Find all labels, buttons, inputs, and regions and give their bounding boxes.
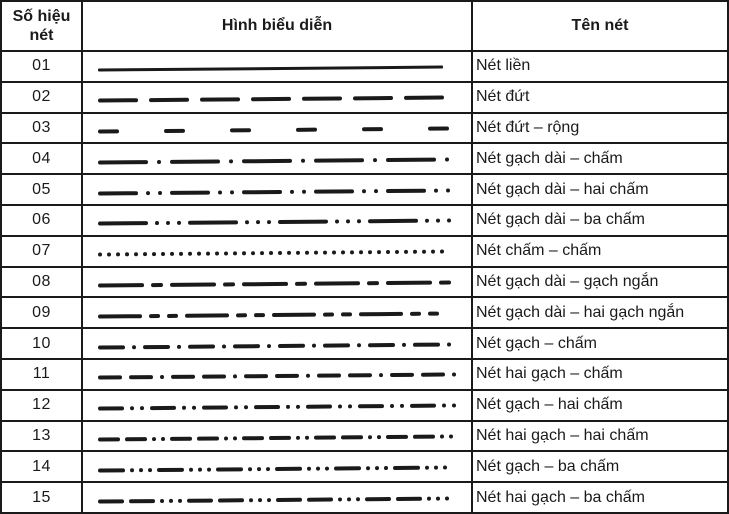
pattern-dot bbox=[305, 436, 309, 440]
pattern-dot bbox=[325, 466, 329, 470]
pattern-dot bbox=[244, 405, 248, 409]
pattern-dot bbox=[356, 497, 360, 501]
pattern-dot bbox=[182, 406, 186, 410]
pattern-dot bbox=[447, 219, 451, 223]
pattern-dot bbox=[251, 251, 255, 255]
pattern-dash bbox=[254, 313, 265, 317]
pattern-dash bbox=[167, 314, 178, 318]
line-pattern bbox=[98, 126, 456, 133]
pattern-dot bbox=[224, 252, 228, 256]
pattern-dash bbox=[386, 281, 432, 285]
pattern-dot bbox=[402, 342, 406, 346]
line-name-cell: Nét gạch – ba chấm bbox=[473, 452, 729, 483]
pattern-dash bbox=[317, 374, 341, 378]
pattern-dash bbox=[98, 345, 125, 349]
line-pattern bbox=[98, 250, 456, 257]
pattern-dot bbox=[146, 191, 150, 195]
pattern-dash bbox=[278, 220, 328, 224]
line-pattern bbox=[98, 434, 456, 441]
pattern-dash bbox=[396, 496, 422, 500]
pattern-dot bbox=[373, 158, 377, 162]
pattern-dot bbox=[189, 468, 193, 472]
pattern-dash bbox=[410, 404, 436, 408]
pattern-dash bbox=[410, 312, 421, 316]
pattern-dash bbox=[242, 190, 282, 194]
pattern-dot bbox=[161, 437, 165, 441]
pattern-dash bbox=[386, 157, 436, 161]
pattern-dot bbox=[350, 251, 354, 255]
pattern-dot bbox=[452, 404, 456, 408]
pattern-dot bbox=[357, 220, 361, 224]
line-name-cell: Nét gạch – chấm bbox=[473, 329, 729, 360]
pattern-dot bbox=[143, 252, 147, 256]
pattern-dot bbox=[257, 467, 261, 471]
pattern-dot bbox=[446, 188, 450, 192]
pattern-dot bbox=[338, 405, 342, 409]
pattern-dot bbox=[215, 252, 219, 256]
pattern-dot bbox=[130, 406, 134, 410]
header-line-name: Tên nét bbox=[473, 2, 729, 52]
pattern-dot bbox=[346, 220, 350, 224]
pattern-dash bbox=[233, 344, 260, 348]
line-pattern bbox=[98, 157, 456, 164]
pattern-dash bbox=[164, 129, 185, 133]
line-number-cell: 03 bbox=[2, 114, 83, 145]
line-pattern-cell bbox=[83, 206, 473, 237]
line-pattern bbox=[98, 465, 456, 472]
pattern-dash bbox=[187, 498, 213, 502]
line-number-cell: 10 bbox=[2, 329, 83, 360]
pattern-dot bbox=[301, 159, 305, 163]
pattern-dash bbox=[149, 314, 160, 318]
pattern-dot bbox=[449, 434, 453, 438]
pattern-dash bbox=[428, 126, 449, 130]
pattern-dash bbox=[367, 281, 379, 285]
pattern-dash bbox=[348, 374, 372, 378]
pattern-dot bbox=[130, 468, 134, 472]
pattern-dot bbox=[442, 404, 446, 408]
pattern-dash bbox=[314, 435, 336, 439]
pattern-dot bbox=[332, 251, 336, 255]
pattern-dash bbox=[98, 376, 122, 380]
pattern-dash bbox=[302, 97, 342, 101]
pattern-dot bbox=[384, 466, 388, 470]
pattern-dash bbox=[98, 222, 148, 226]
pattern-dot bbox=[267, 344, 271, 348]
pattern-dash bbox=[150, 406, 176, 410]
pattern-dot bbox=[312, 343, 316, 347]
pattern-dot bbox=[425, 219, 429, 223]
pattern-dash bbox=[368, 343, 395, 347]
pattern-dot bbox=[242, 251, 246, 255]
pattern-dot bbox=[348, 405, 352, 409]
pattern-dot bbox=[302, 189, 306, 193]
pattern-dot bbox=[427, 496, 431, 500]
line-name-cell: Nét đứt bbox=[473, 83, 729, 114]
pattern-dash bbox=[170, 437, 192, 441]
line-name-cell: Nét gạch dài – gạch ngắn bbox=[473, 268, 729, 299]
line-pattern bbox=[98, 65, 456, 71]
pattern-dash bbox=[365, 497, 391, 501]
pattern-dot bbox=[266, 467, 270, 471]
pattern-dot bbox=[379, 373, 383, 377]
pattern-dot bbox=[305, 251, 309, 255]
pattern-dot bbox=[160, 375, 164, 379]
pattern-dash bbox=[275, 467, 302, 471]
pattern-dash bbox=[275, 374, 299, 378]
pattern-dot bbox=[323, 251, 327, 255]
pattern-dash bbox=[125, 437, 147, 441]
pattern-dot bbox=[245, 221, 249, 225]
pattern-dot bbox=[436, 219, 440, 223]
line-name-cell: Nét chấm – chấm bbox=[473, 237, 729, 268]
pattern-dot bbox=[140, 406, 144, 410]
pattern-dash bbox=[428, 311, 439, 315]
pattern-dot bbox=[258, 498, 262, 502]
line-number-cell: 04 bbox=[2, 144, 83, 175]
pattern-dot bbox=[177, 221, 181, 225]
pattern-dot bbox=[218, 190, 222, 194]
pattern-dash bbox=[358, 404, 384, 408]
pattern-dash bbox=[323, 312, 334, 316]
pattern-dash bbox=[202, 406, 228, 410]
pattern-dot bbox=[222, 344, 226, 348]
pattern-dash bbox=[404, 96, 444, 100]
line-number-cell: 09 bbox=[2, 298, 83, 329]
pattern-dash bbox=[341, 312, 352, 316]
line-name-cell: Nét hai gạch – hai chấm bbox=[473, 422, 729, 453]
pattern-dash bbox=[98, 160, 148, 164]
pattern-dot bbox=[170, 252, 174, 256]
pattern-dot bbox=[179, 252, 183, 256]
pattern-dash bbox=[421, 373, 445, 377]
line-number-cell: 05 bbox=[2, 175, 83, 206]
line-number-cell: 06 bbox=[2, 206, 83, 237]
pattern-dash bbox=[129, 375, 153, 379]
pattern-dot bbox=[160, 499, 164, 503]
pattern-dot bbox=[267, 498, 271, 502]
pattern-dash bbox=[236, 313, 247, 317]
pattern-dot bbox=[413, 250, 417, 254]
pattern-dash bbox=[295, 282, 307, 286]
pattern-dot bbox=[230, 190, 234, 194]
pattern-dash bbox=[251, 97, 291, 101]
pattern-dash bbox=[368, 219, 418, 223]
pattern-dash bbox=[188, 221, 238, 225]
pattern-dot bbox=[98, 253, 102, 257]
pattern-dot bbox=[260, 251, 264, 255]
pattern-dash bbox=[413, 435, 435, 439]
pattern-dash bbox=[353, 96, 393, 100]
line-name-cell: Nét liền bbox=[473, 52, 729, 83]
pattern-dot bbox=[368, 250, 372, 254]
line-number-cell: 13 bbox=[2, 422, 83, 453]
pattern-dot bbox=[267, 220, 271, 224]
pattern-dot bbox=[347, 497, 351, 501]
pattern-dot bbox=[116, 253, 120, 257]
pattern-dash bbox=[129, 499, 155, 503]
line-number-cell: 15 bbox=[2, 483, 83, 514]
line-pattern-cell bbox=[83, 298, 473, 329]
pattern-dot bbox=[234, 406, 238, 410]
pattern-dot bbox=[157, 160, 161, 164]
pattern-dot bbox=[395, 250, 399, 254]
line-name-cell: Nét gạch dài – hai chấm bbox=[473, 175, 729, 206]
pattern-dot bbox=[286, 405, 290, 409]
line-number-cell: 07 bbox=[2, 237, 83, 268]
pattern-dot bbox=[161, 252, 165, 256]
line-pattern bbox=[98, 496, 456, 503]
pattern-dot bbox=[233, 436, 237, 440]
pattern-dot bbox=[440, 435, 444, 439]
pattern-dot bbox=[377, 250, 381, 254]
pattern-dot bbox=[192, 406, 196, 410]
line-number-cell: 12 bbox=[2, 391, 83, 422]
line-pattern bbox=[98, 404, 456, 411]
pattern-dot bbox=[452, 373, 456, 377]
pattern-dot bbox=[400, 404, 404, 408]
pattern-dot bbox=[359, 250, 363, 254]
pattern-dot bbox=[206, 252, 210, 256]
pattern-dot bbox=[375, 466, 379, 470]
pattern-dash bbox=[413, 342, 440, 346]
pattern-dot bbox=[368, 435, 372, 439]
line-pattern bbox=[98, 280, 456, 287]
pattern-dot bbox=[338, 497, 342, 501]
pattern-dash bbox=[98, 468, 125, 472]
pattern-dot bbox=[198, 467, 202, 471]
pattern-dot bbox=[436, 496, 440, 500]
line-pattern bbox=[98, 311, 456, 318]
line-number-cell: 08 bbox=[2, 268, 83, 299]
pattern-dash bbox=[200, 98, 240, 102]
header-line-number: Số hiệu nét bbox=[2, 2, 83, 52]
pattern-dot bbox=[296, 251, 300, 255]
pattern-dot bbox=[148, 468, 152, 472]
pattern-dot bbox=[155, 221, 159, 225]
line-pattern-cell bbox=[83, 483, 473, 514]
pattern-dash bbox=[151, 283, 163, 287]
pattern-dash bbox=[218, 498, 244, 502]
pattern-dot bbox=[341, 251, 345, 255]
pattern-dot bbox=[152, 252, 156, 256]
pattern-dot bbox=[139, 468, 143, 472]
line-pattern-cell bbox=[83, 452, 473, 483]
pattern-dot bbox=[166, 221, 170, 225]
pattern-dot bbox=[314, 251, 318, 255]
pattern-dash bbox=[306, 405, 332, 409]
pattern-dash bbox=[244, 374, 268, 378]
pattern-dot bbox=[447, 342, 451, 346]
line-pattern-cell bbox=[83, 422, 473, 453]
line-number-cell: 11 bbox=[2, 360, 83, 391]
pattern-dot bbox=[425, 465, 429, 469]
pattern-dot bbox=[390, 404, 394, 408]
line-number-cell: 02 bbox=[2, 83, 83, 114]
pattern-dash bbox=[242, 282, 288, 286]
line-name-cell: Nét gạch dài – chấm bbox=[473, 144, 729, 175]
pattern-dash bbox=[278, 343, 305, 347]
pattern-dash bbox=[296, 128, 317, 132]
pattern-dot bbox=[152, 437, 156, 441]
pattern-dash bbox=[230, 128, 251, 132]
pattern-dot bbox=[269, 251, 273, 255]
pattern-dash bbox=[170, 283, 216, 287]
line-name-cell: Nét đứt – rộng bbox=[473, 114, 729, 145]
pattern-dot bbox=[207, 467, 211, 471]
line-pattern-cell bbox=[83, 144, 473, 175]
pattern-dash bbox=[143, 345, 170, 349]
pattern-dot bbox=[229, 159, 233, 163]
pattern-dot bbox=[233, 375, 237, 379]
pattern-dash bbox=[272, 312, 316, 316]
pattern-dash bbox=[341, 435, 363, 439]
pattern-dash bbox=[314, 158, 364, 162]
line-name-cell: Nét gạch dài – hai gạch ngắn bbox=[473, 298, 729, 329]
pattern-dot bbox=[296, 436, 300, 440]
pattern-dot bbox=[316, 466, 320, 470]
pattern-dot bbox=[357, 343, 361, 347]
pattern-dash bbox=[216, 467, 243, 471]
line-pattern-cell bbox=[83, 268, 473, 299]
line-pattern-cell bbox=[83, 329, 473, 360]
pattern-dash bbox=[386, 188, 426, 192]
pattern-dot bbox=[278, 251, 282, 255]
pattern-dot bbox=[233, 252, 237, 256]
line-name-cell: Nét hai gạch – chấm bbox=[473, 360, 729, 391]
line-pattern bbox=[98, 96, 456, 103]
pattern-dot bbox=[404, 250, 408, 254]
line-pattern-cell bbox=[83, 237, 473, 268]
pattern-dot bbox=[431, 250, 435, 254]
pattern-dash bbox=[386, 435, 408, 439]
pattern-dot bbox=[224, 436, 228, 440]
header-figure: Hình biểu diễn bbox=[83, 2, 473, 52]
pattern-dash bbox=[171, 375, 195, 379]
pattern-dash bbox=[170, 159, 220, 163]
pattern-dash bbox=[197, 436, 219, 440]
line-pattern-cell bbox=[83, 175, 473, 206]
pattern-dash bbox=[202, 375, 226, 379]
pattern-dot bbox=[443, 465, 447, 469]
pattern-dot bbox=[134, 252, 138, 256]
pattern-dot bbox=[335, 220, 339, 224]
pattern-dash bbox=[98, 314, 142, 318]
pattern-dot bbox=[158, 191, 162, 195]
pattern-dash bbox=[185, 313, 229, 317]
line-pattern-cell bbox=[83, 360, 473, 391]
pattern-dot bbox=[290, 189, 294, 193]
pattern-dash bbox=[393, 466, 420, 470]
pattern-dash bbox=[98, 437, 120, 441]
pattern-dash bbox=[439, 280, 451, 284]
pattern-dash bbox=[269, 436, 291, 440]
line-name-cell: Nét hai gạch – ba chấm bbox=[473, 483, 729, 514]
pattern-dash bbox=[188, 344, 215, 348]
pattern-dot bbox=[386, 250, 390, 254]
line-number-cell: 01 bbox=[2, 52, 83, 83]
pattern-dash bbox=[276, 497, 302, 501]
pattern-dot bbox=[362, 189, 366, 193]
pattern-dash bbox=[149, 98, 189, 102]
pattern-dot bbox=[440, 250, 444, 254]
pattern-dot bbox=[434, 188, 438, 192]
pattern-dot bbox=[445, 157, 449, 161]
pattern-dot bbox=[296, 405, 300, 409]
pattern-dash bbox=[242, 159, 292, 163]
line-pattern bbox=[98, 373, 456, 380]
pattern-dot bbox=[169, 498, 173, 502]
line-pattern-cell bbox=[83, 114, 473, 145]
line-name-cell: Nét gạch – hai chấm bbox=[473, 391, 729, 422]
pattern-dot bbox=[107, 253, 111, 257]
pattern-dash bbox=[98, 407, 124, 411]
pattern-dot bbox=[188, 252, 192, 256]
pattern-dash bbox=[307, 497, 333, 501]
pattern-dash bbox=[98, 499, 124, 503]
pattern-dot bbox=[306, 374, 310, 378]
pattern-dash bbox=[98, 283, 144, 287]
pattern-dot bbox=[287, 251, 291, 255]
pattern-dash bbox=[314, 189, 354, 193]
line-pattern-cell bbox=[83, 52, 473, 83]
pattern-dash bbox=[98, 65, 443, 71]
pattern-dot bbox=[256, 221, 260, 225]
pattern-dot bbox=[177, 344, 181, 348]
pattern-dot bbox=[422, 250, 426, 254]
pattern-dot bbox=[125, 252, 129, 256]
pattern-dash bbox=[98, 191, 138, 195]
line-pattern-cell bbox=[83, 391, 473, 422]
pattern-dot bbox=[434, 465, 438, 469]
pattern-dash bbox=[98, 129, 119, 133]
pattern-dash bbox=[390, 373, 414, 377]
line-pattern bbox=[98, 219, 456, 226]
pattern-dot bbox=[249, 498, 253, 502]
pattern-dash bbox=[242, 436, 264, 440]
pattern-dot bbox=[374, 189, 378, 193]
pattern-dot bbox=[445, 496, 449, 500]
pattern-dash bbox=[170, 190, 210, 194]
line-name-cell: Nét gạch dài – ba chấm bbox=[473, 206, 729, 237]
pattern-dot bbox=[307, 466, 311, 470]
pattern-dash bbox=[362, 127, 383, 131]
line-pattern-cell bbox=[83, 83, 473, 114]
pattern-dot bbox=[248, 467, 252, 471]
pattern-dash bbox=[359, 312, 403, 316]
pattern-dash bbox=[314, 281, 360, 285]
line-pattern bbox=[98, 342, 456, 349]
pattern-dash bbox=[334, 466, 361, 470]
pattern-dash bbox=[254, 405, 280, 409]
line-pattern bbox=[98, 188, 456, 195]
pattern-dash bbox=[98, 98, 138, 102]
pattern-dot bbox=[197, 252, 201, 256]
pattern-dash bbox=[323, 343, 350, 347]
pattern-dot bbox=[366, 466, 370, 470]
line-number-cell: 14 bbox=[2, 452, 83, 483]
pattern-dash bbox=[223, 282, 235, 286]
pattern-dot bbox=[178, 498, 182, 502]
pattern-dot bbox=[132, 345, 136, 349]
pattern-dash bbox=[157, 468, 184, 472]
pattern-dot bbox=[377, 435, 381, 439]
